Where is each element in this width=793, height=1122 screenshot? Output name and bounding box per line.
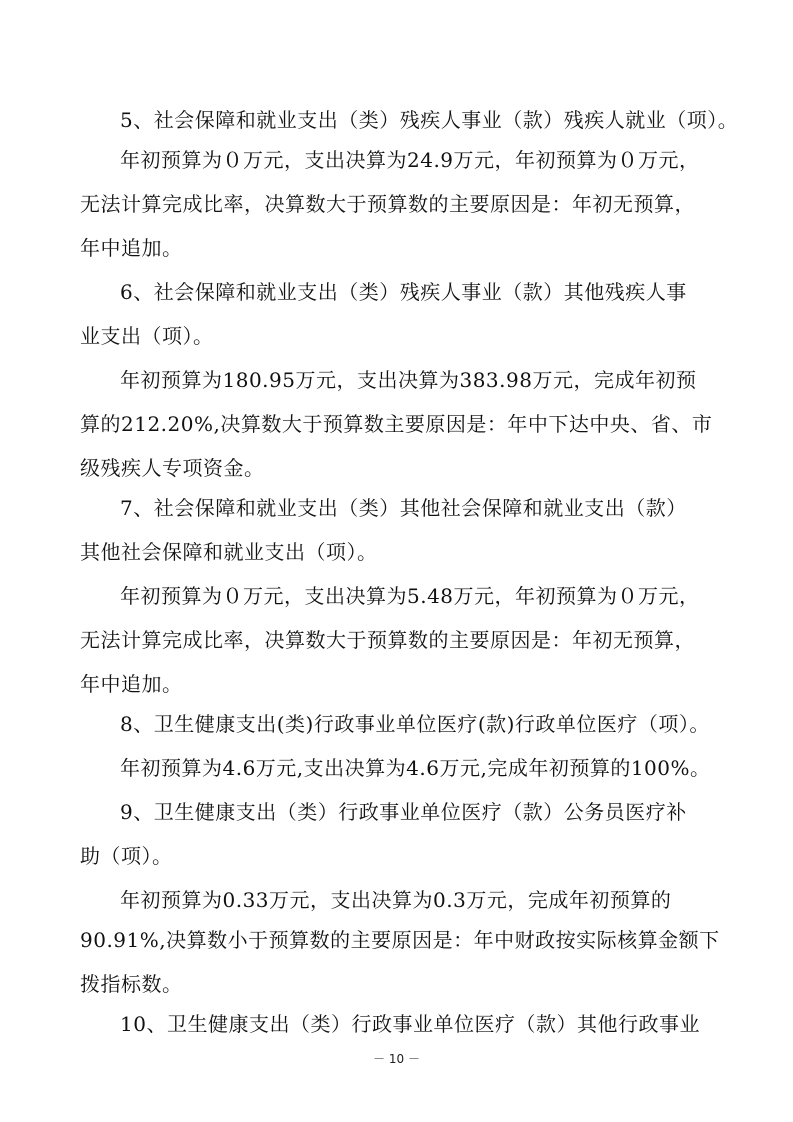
text-line-20: 90.91%,决算数小于预算数的主要原因是：年中财政按实际核算金额下: [80, 928, 720, 952]
text-line-10: 7、社会保障和就业支出（类）其他社会保障和就业支出（款）: [120, 496, 687, 520]
text-line-2: 年初预算为０万元，支出决算为24.9万元，年初预算为０万元，: [120, 148, 700, 172]
text-line-17: 9、卫生健康支出（类）行政事业单位医疗（款）公务员医疗补: [120, 800, 687, 824]
text-line-5: 6、社会保障和就业支出（类）残疾人事业（款）其他残疾人事: [120, 280, 687, 304]
text-line-18: 助（项）。: [80, 844, 173, 868]
text-line-1: 5、社会保障和就业支出（类）残疾人事业（款）残疾人就业（项）。: [120, 108, 739, 132]
text-line-11: 其他社会保障和就业支出（项）。: [80, 540, 378, 564]
text-line-4: 年中追加。: [80, 236, 183, 260]
text-line-8: 算的212.20%,决算数大于预算数主要原因是：年中下达中央、省、市: [80, 412, 713, 436]
text-line-16: 年初预算为4.6万元,支出决算为4.6万元,完成年初预算的100%。: [120, 756, 711, 780]
text-line-14: 年中追加。: [80, 672, 183, 696]
text-line-15: 8、卫生健康支出(类)行政事业单位医疗(款)行政单位医疗（项）。: [120, 712, 710, 736]
text-line-9: 级残疾人专项资金。: [80, 456, 265, 480]
text-line-7: 年初预算为180.95万元，支出决算为383.98万元，完成年初预: [120, 368, 697, 392]
text-line-12: 年初预算为０万元，支出决算为5.48万元，年初预算为０万元，: [120, 584, 700, 608]
text-line-6: 业支出（项）。: [80, 324, 214, 348]
text-line-21: 拨指标数。: [80, 972, 183, 996]
text-line-22: 10、卫生健康支出（类）行政事业单位医疗（款）其他行政事业: [120, 1012, 700, 1036]
text-line-19: 年初预算为0.33万元，支出决算为0.3万元，完成年初预算的: [120, 888, 672, 912]
page-number: － 10 －: [373, 1052, 420, 1066]
text-line-13: 无法计算完成比率，决算数大于预算数的主要原因是：年初无预算，: [80, 628, 695, 652]
text-line-3: 无法计算完成比率，决算数大于预算数的主要原因是：年初无预算，: [80, 192, 695, 216]
